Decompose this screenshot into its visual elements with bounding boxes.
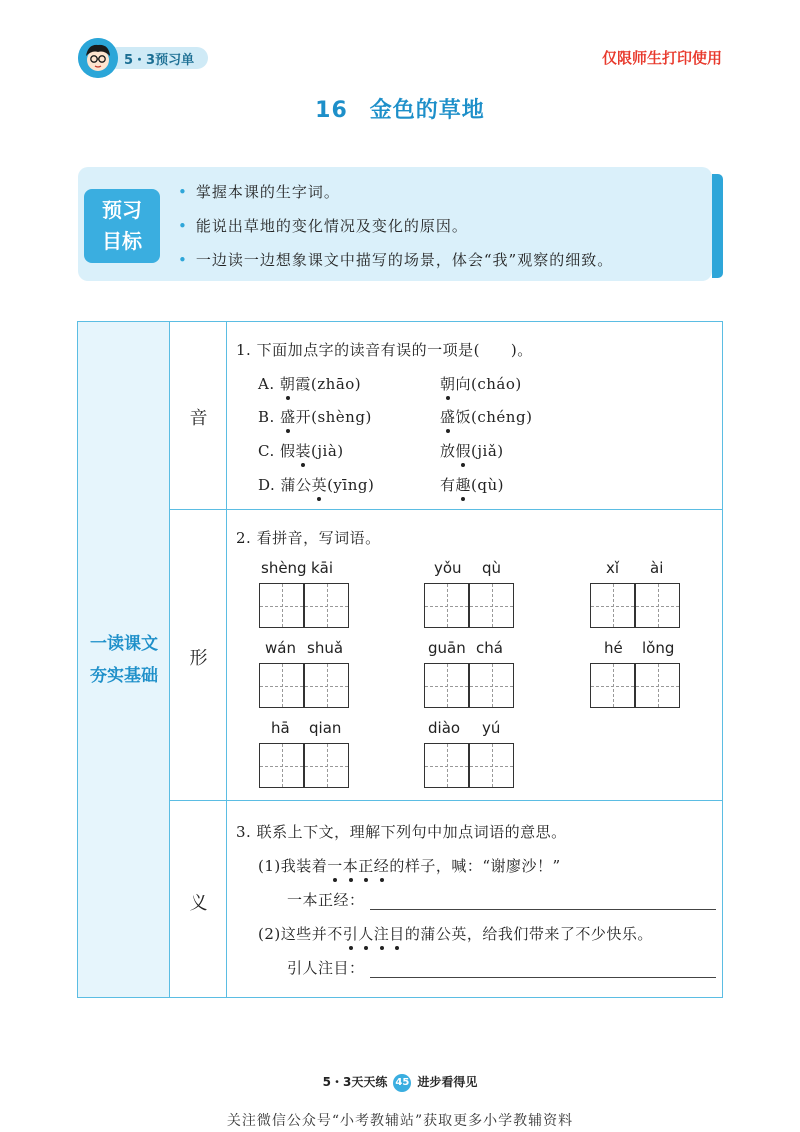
goal-item: • 掌握本课的生字词。 [178, 183, 340, 201]
q3-answer-label-2: 引人注目： [287, 959, 365, 977]
row-divider [170, 800, 722, 801]
writing-box[interactable] [590, 583, 635, 628]
footer [0, 1073, 800, 1092]
writing-box[interactable] [304, 663, 349, 708]
q1-option-a-2: 朝向(cháo) [440, 375, 522, 393]
q3-sentence-1: (1)我装着一本正经的样子，喊：“谢廖沙！” [258, 857, 561, 875]
writing-box[interactable] [424, 663, 469, 708]
writing-box[interactable] [259, 663, 304, 708]
header-badge [78, 38, 210, 78]
goal-item: • 一边读一边想象课文中描写的场景，体会“我”观察的细致。 [178, 251, 614, 269]
print-restriction: 仅限师生打印使用 [601, 49, 722, 67]
lesson-number: 16 [315, 98, 348, 123]
q3-sentence-2: (2)这些并不引人注目的蒲公英，给我们带来了不少快乐。 [258, 925, 653, 943]
page-number: 45 [393, 1074, 411, 1092]
goals-label-line1: 预习 [102, 198, 142, 222]
footer-left: 5・3天天练 [322, 1075, 388, 1089]
category-meaning: 义 [189, 893, 208, 914]
writing-box[interactable] [590, 663, 635, 708]
mascot-avatar-icon [78, 38, 118, 78]
answer-line-1[interactable] [370, 909, 716, 910]
watermark-text: 关注微信公众号“小考教辅站”获取更多小学教辅资料 [226, 1113, 574, 1129]
goals-label-line2: 目标 [102, 229, 142, 253]
writing-box[interactable] [635, 663, 680, 708]
answer-line-2[interactable] [370, 977, 716, 978]
category-sound: 音 [189, 408, 208, 429]
q1-option-c-2: 放假(jiǎ) [440, 442, 504, 460]
writing-box[interactable] [424, 583, 469, 628]
section-label: 一读课文 夯实基础 [90, 634, 158, 686]
lesson-title: 金色的草地 [369, 98, 485, 123]
writing-box[interactable] [304, 743, 349, 788]
q1-option-d-2: 有趣(qù) [440, 476, 504, 494]
goals-edge [712, 174, 723, 278]
badge-text: 5・3预习单 [124, 53, 195, 68]
footer-right: 进步看得见 [417, 1075, 478, 1089]
writing-box[interactable] [259, 583, 304, 628]
writing-box[interactable] [424, 743, 469, 788]
goals-label [84, 189, 160, 263]
q1-option-a: A. 朝霞(zhāo) [258, 375, 362, 393]
writing-box[interactable] [469, 663, 514, 708]
q1-option-c: C. 假装(jià) [258, 442, 344, 460]
writing-box[interactable] [259, 743, 304, 788]
section-sidebar [78, 322, 170, 997]
q1-option-b-2: 盛饭(chéng) [440, 408, 533, 426]
q1-option-d: D. 蒲公英(yīng) [258, 476, 375, 494]
goal-item: • 能说出草地的变化情况及变化的原因。 [178, 217, 468, 235]
q3-answer-label-1: 一本正经： [287, 891, 365, 909]
category-form: 形 [189, 648, 208, 669]
exercise-table: 一读课文 夯实基础 音 形 义 1. 下面加点字的读音有误的一项是( )。 A. 朝霞(zhāo) 朝向(cháo) B. 盛开(shèng) 盛饭(chéng) C. 假装(jià) 放假(jiǎ) D. 蒲公英(yīng) 有趣(qù) 2. 看拼音，写词语。 shèng kāi yǒu qù xǐ ài wán shuǎ guān chá hé lǒng hā qian diào yú 3. 联系上下文，理解下列句中加点词语的意思。 (1)我装着一本正经的样子，喊：“谢廖沙！” 一本正经： (2)这些并不引人注目的蒲公英，给我们带来了不少快乐。 引人注目： [77, 321, 723, 998]
q1-option-b: B. 盛开(shèng) [258, 408, 372, 426]
row-divider [170, 509, 722, 510]
writing-box[interactable] [469, 743, 514, 788]
q2-prompt: 2. 看拼音，写词语。 [236, 529, 381, 547]
writing-box[interactable] [635, 583, 680, 628]
q1-prompt: 1. 下面加点字的读音有误的一项是( )。 [236, 341, 533, 359]
writing-box[interactable] [304, 583, 349, 628]
q3-prompt: 3. 联系上下文，理解下列句中加点词语的意思。 [236, 823, 567, 841]
writing-box[interactable] [469, 583, 514, 628]
page-title [0, 93, 800, 124]
